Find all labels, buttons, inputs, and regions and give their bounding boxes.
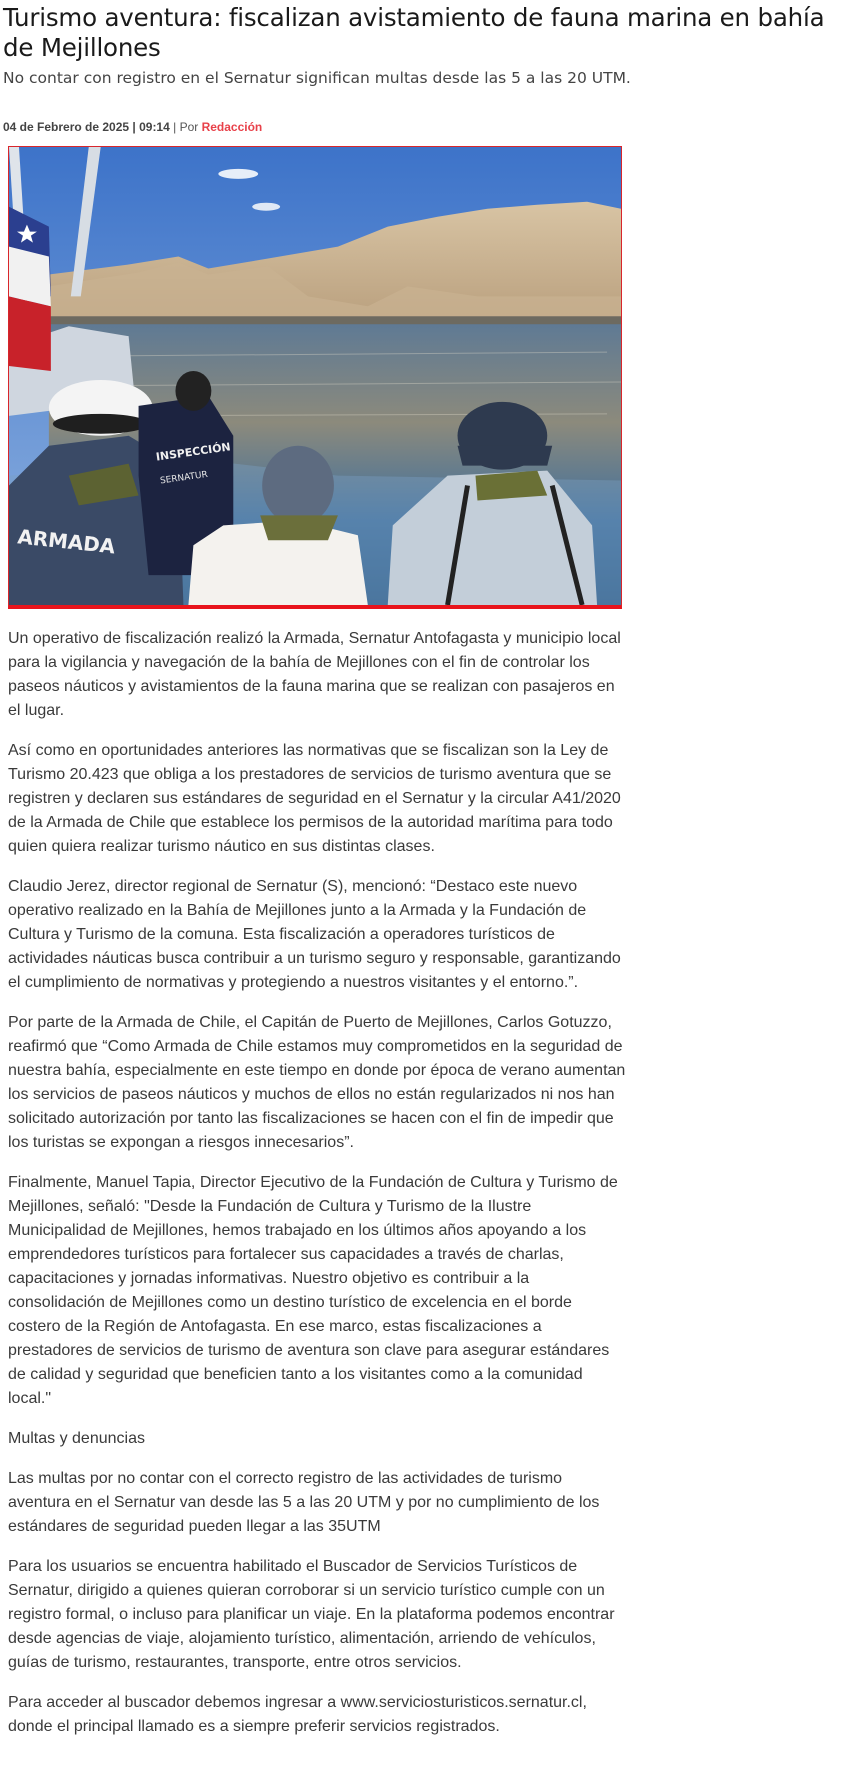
article-date: 04 de Febrero de 2025 | 09:14 bbox=[3, 120, 170, 134]
section-heading: Multas y denuncias bbox=[8, 1430, 145, 1447]
paragraph: Así como en oportunidades anteriores las normativas que se fiscalizan son la Ley de Turismo 20.423 que obliga a los prestadores de servicios de turismo aventura que se registren y declaren sus estándares de seguridad en el Sernatur y la circular A41/2020 de la Armada de Chile que establece los permisos de la autoridad marítima para todo quien quiera realizar turismo náutico en sus distintas clases. bbox=[8, 742, 621, 855]
by-separator: | Por bbox=[169, 120, 202, 134]
article-photo bbox=[8, 146, 622, 609]
article-body bbox=[8, 627, 626, 1755]
article-title: Turismo aventura: fiscalizan avistamiento de fauna marina en bahía de Mejillones bbox=[3, 3, 825, 62]
article-meta bbox=[3, 119, 841, 135]
paragraph: Para acceder al buscador debemos ingresar a www.serviciosturisticos.sernatur.cl, donde el principal llamado es a siempre preferir servicios registrados. bbox=[8, 1694, 587, 1735]
paragraph: Un operativo de fiscalización realizó la Armada, Sernatur Antofagasta y municipio local para la vigilancia y navegación de la bahía de Mejillones con el fin de controlar los paseos náuticos y avistamientos de la fauna marina que se realizan con pasajeros en el lugar. bbox=[8, 630, 621, 719]
boat-inspection-image bbox=[9, 147, 621, 605]
paragraph: Finalmente, Manuel Tapia, Director Ejecutivo de la Fundación de Cultura y Turismo de Mejillones, señaló: "Desde la Fundación de Cultura y Turismo de la Ilustre Municipalidad de Mejillones, hemos trabajado en los últimos años apoyando a los emprendedores turísticos para fortalecer sus capacidades a través de charlas, capacitaciones y jornadas informativas. Nuestro objetivo es contribuir a la consolidación de Mejillones como un destino turístico de excelencia en el borde costero de la Región de Antofagasta. En ese marco, estas fiscalizaciones a prestadores de servicios de turismo de aventura son clave para asegurar estándares de calidad y seguridad que beneficien tanto a los visitantes como a la comunidad local." bbox=[8, 1174, 618, 1407]
paragraph: Claudio Jerez, director regional de Sernatur (S), mencionó: “Destaco este nuevo operativo realizado en la Bahía de Mejillones junto a la Armada y la Fundación de Cultura y Turismo de la comuna. Esta fiscalización a operadores turísticos de actividades náuticas busca contribuir a un turismo seguro y responsable, garantizando el cumplimiento de normativas y protegiendo a nuestros visitantes y el entorno.”. bbox=[8, 878, 621, 991]
paragraph: Por parte de la Armada de Chile, el Capitán de Puerto de Mejillones, Carlos Gotuzzo, reafirmó que “Como Armada de Chile estamos muy comprometidos en la seguridad de nuestra bahía, especialmente en este tiempo en donde por época de verano aumentan los servicios de paseos náuticos y muchos de ellos no están regularizados ni nos han solicitado autorización por tanto las fiscalizaciones se hacen con el fin de impedir que los turistas se expongan a riesgos innecesarios”. bbox=[8, 1014, 626, 1151]
author-link[interactable]: Redacción bbox=[201, 120, 263, 134]
paragraph: Las multas por no contar con el correcto registro de las actividades de turismo aventura en el Sernatur van desde las 5 a las 20 UTM y por no cumplimiento de los estándares de seguridad pueden llegar a las 35UTM bbox=[8, 1470, 600, 1535]
vest-text-inspeccion: INSPECCIÓN bbox=[155, 440, 232, 464]
vest-text-sernatur: SERNATUR bbox=[159, 469, 209, 487]
vest-text-armada: ARMADA bbox=[16, 525, 117, 559]
paragraph: Para los usuarios se encuentra habilitado el Buscador de Servicios Turísticos de Sernatur, dirigido a quienes quieran corroborar si un servicio turístico cumple con un registro formal, o incluso para planificar un viaje. En la plataforma podemos encontrar desde agencias de viaje, alojamiento turístico, alimentación, arriendo de vehículos, guías de turismo, restaurantes, transporte, entre otros servicios. bbox=[8, 1558, 615, 1671]
article-subtitle: No contar con registro en el Sernatur significan multas desde las 5 a las 20 UTM. bbox=[3, 69, 631, 87]
